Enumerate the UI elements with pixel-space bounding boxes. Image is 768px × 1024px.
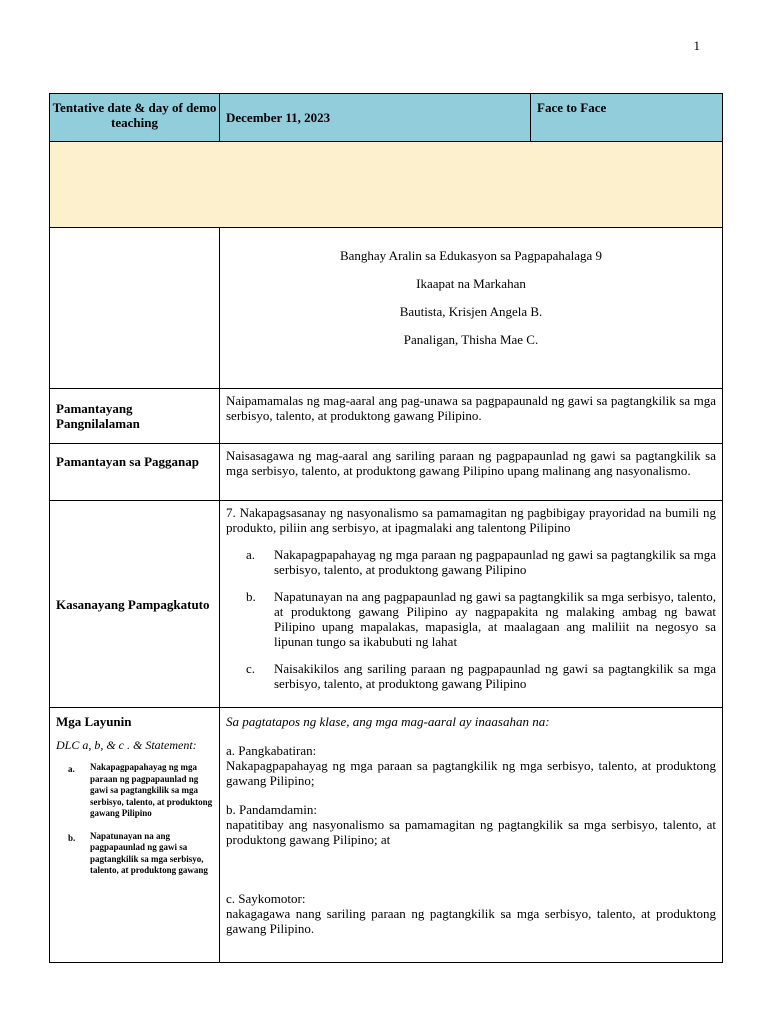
- side-list: [56, 762, 213, 877]
- pangnilalaman-label: Pamantayang Pangnilalaman: [50, 389, 220, 444]
- layunin-content: [220, 708, 723, 963]
- objective-heading: a. Pangkabatiran:: [226, 743, 317, 758]
- title-row: [50, 228, 723, 389]
- list-text: Nakapagpapahayag ng mga paraan ng pagpapaunlad ng gawi sa pagtangkilik sa mga serbisyo, talento, at produktong gawang Pilipino: [274, 547, 716, 577]
- author-1: Bautista, Krisjen Angela B.: [399, 304, 543, 319]
- pangnilalaman-row: [50, 389, 723, 444]
- list-text: Naisakikilos ang sariling paraan ng pagpapaunlad ng gawi sa pagtangkilik sa mga serbisyo, talento, at produktong gawang Pilipino: [274, 661, 716, 691]
- list-marker: a.: [246, 547, 256, 562]
- layunin-label: Mga Layunin: [56, 714, 132, 729]
- quarter-title: Ikaapat na Markahan: [416, 276, 526, 291]
- objective-heading: c. Saykomotor:: [226, 891, 306, 906]
- list-item: [226, 547, 716, 577]
- kasanayan-list: [226, 547, 716, 691]
- pangnilalaman-text: Naipamamalas ng mag-aaral ang pag-unawa sa pagpapaunald ng gawi sa pagtangkilik sa mga serbisyo, talento, at produktong gawang Pilipino.: [220, 389, 723, 444]
- objective-text: napatitibay ang nasyonalismo sa pamamagitan ng pagtangkilik sa mga serbisyo, talento, at produktong gawang Pilipino; at: [226, 817, 716, 847]
- pagganap-row: [50, 444, 723, 501]
- objective-text: Nakapagpapahayag ng mga paraan sa pagtangkilik ng mga serbisyo, talento, at produktong gawang Pilipino;: [226, 758, 716, 788]
- list-item: [56, 831, 213, 877]
- demo-mode-value: Face to Face: [531, 94, 723, 142]
- dlc-statement: DLC a, b, & c . & Statement:: [56, 738, 197, 752]
- objective-heading: b. Pandamdamin:: [226, 802, 317, 817]
- list-text: Nakapagpapahayag ng mga paraan ng pagpapaunlad ng gawi sa pagtangkilik sa mga serbisyo, talento, at produktong gawang Pilipino: [90, 762, 213, 818]
- demo-date-label: Tentative date & day of demo teaching: [50, 94, 220, 142]
- list-item: [226, 661, 716, 691]
- kasanayan-label: Kasanayang Pampagkatuto: [50, 501, 220, 708]
- lesson-plan-table: [49, 93, 723, 963]
- objectives-lead: Sa pagtatapos ng klase, ang mga mag-aaral ay inaasahan na:: [226, 714, 550, 729]
- list-text: Napatunayan na ang pagpapaunlad ng gawi sa pagtangkilik sa mga serbisyo, talento, at produktong gawang: [90, 830, 208, 875]
- title-block: [220, 228, 723, 389]
- pagganap-text: Naisasagawa ng mag-aaral ang sariling paraan ng pagpapaunlad ng gawi sa pagtangkilik sa mga serbisyo, talento, at produktong gawang Pilipino upang malinang ang nasyonalismo.: [220, 444, 723, 501]
- kasanayan-intro: 7. Nakapagsasanay ng nasyonalismo sa pamamagitan ng pagbibigay prayoridad na bumili ng produkto, piliin ang serbisyo, at ipagmalaki ang talentong Pilipino: [226, 505, 716, 535]
- objective-text: nakagagawa nang sariling paraan ng pagtangkilik sa mga serbisyo, talento, at produktong gawang Pilipino.: [226, 906, 716, 936]
- list-marker: b.: [246, 589, 256, 604]
- layunin-row: [50, 708, 723, 963]
- list-marker: c.: [246, 661, 256, 676]
- pagganap-label: Pamantayan sa Pagganap: [50, 444, 220, 501]
- kasanayan-row: [50, 501, 723, 708]
- header-row: [50, 94, 723, 142]
- blank-band: [50, 142, 723, 228]
- title-left-cell: [50, 228, 220, 389]
- list-marker: a.: [68, 764, 75, 774]
- subject-title: Banghay Aralin sa Edukasyon sa Pagpapahalaga 9: [339, 248, 603, 263]
- list-item: [56, 762, 213, 820]
- author-2: Panaligan, Thisha Mae C.: [403, 332, 539, 347]
- list-item: [226, 589, 716, 649]
- kasanayan-content: [220, 501, 723, 708]
- layunin-label-cell: [50, 708, 220, 963]
- demo-date-value: December 11, 2023: [220, 94, 531, 142]
- page-number: 1: [693, 38, 700, 53]
- blank-band-row: [50, 142, 723, 228]
- list-marker: b.: [68, 832, 76, 843]
- list-text: Napatunayan na ang pagpapaunlad ng gawi sa pagtangkilik sa mga serbisyo, talento, at produktong gawang Pilipino ay nagpapakita ng malaking ambag ng bawat Pilipino upang mapalakas, mapasigla, at maalagaan ang maliliit na negosyo sa lipunan tungo sa ikabubuti ng lahat: [274, 589, 716, 649]
